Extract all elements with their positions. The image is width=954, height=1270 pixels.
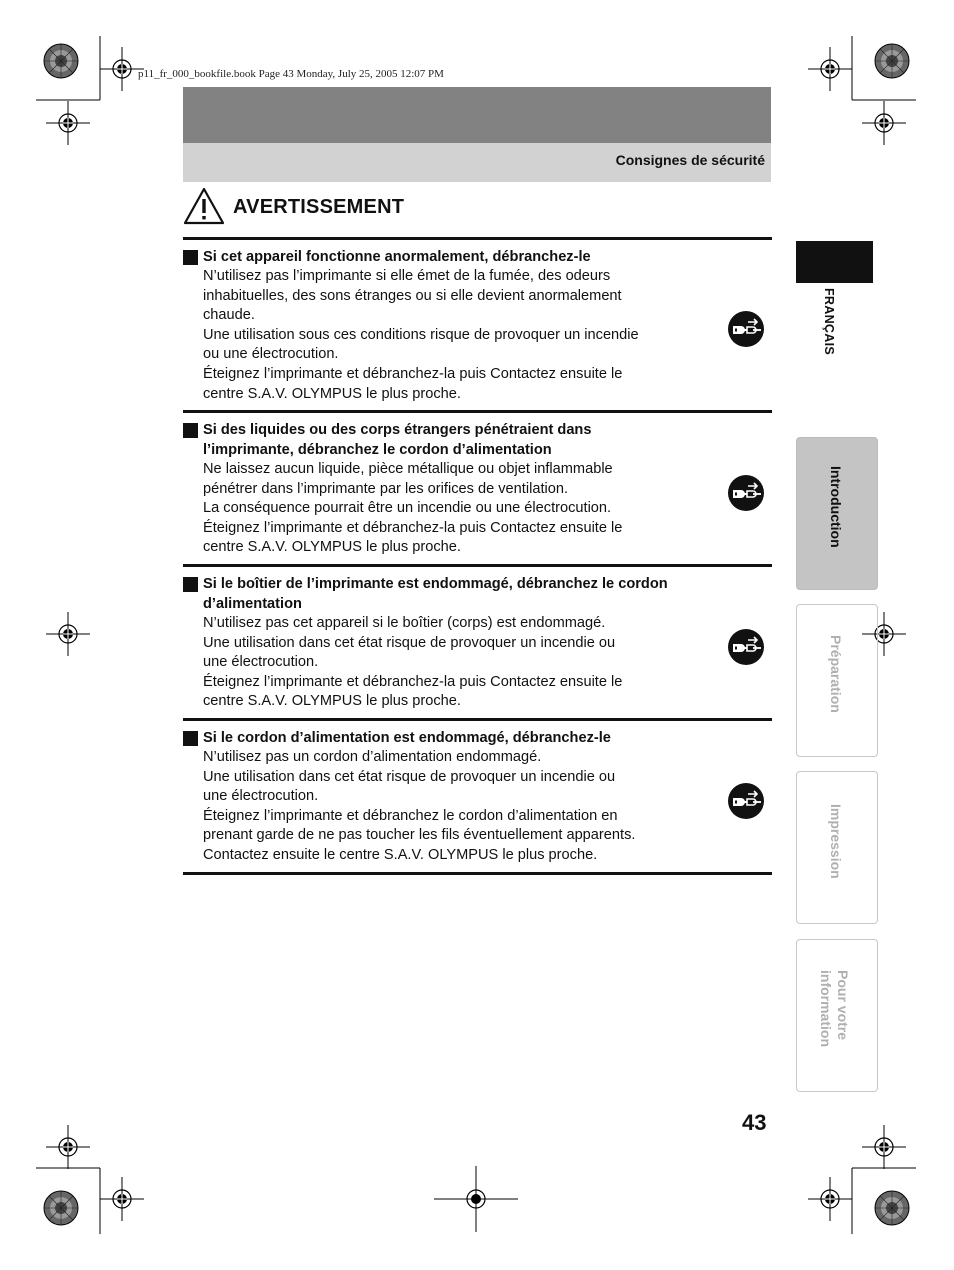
- body-line: Ne laissez aucun liquide, pièce métallique ou objet inflammable: [203, 461, 613, 477]
- color-target-icon: [875, 44, 909, 78]
- tab-information[interactable]: [796, 939, 878, 1092]
- body-line: Éteignez l’imprimante et débranchez-la puis Contactez ensuite le: [203, 365, 623, 382]
- header-subbar: [183, 143, 771, 182]
- color-target-icon: [875, 1191, 909, 1225]
- warning-section: [183, 410, 772, 568]
- registration-mark-icon: [46, 1125, 90, 1169]
- registration-mark-icon: [862, 101, 906, 145]
- registration-mark-icon: [808, 1177, 852, 1221]
- unplug-icon: [727, 628, 765, 666]
- unplug-icon: [727, 782, 765, 820]
- body-line: inhabituelles, des sons étranges ou si elle devient anormalement: [203, 287, 622, 304]
- body-line: Contactez ensuite le centre S.A.V. OLYMPUS le plus proche.: [203, 846, 598, 863]
- registration-mark-icon: [46, 101, 90, 145]
- body-line: centre S.A.V. OLYMPUS le plus proche.: [203, 539, 461, 556]
- bullet-square: [183, 423, 198, 438]
- bullet-square: [183, 250, 198, 265]
- tab-preparation[interactable]: [796, 604, 878, 757]
- tab-label: Impression: [828, 804, 844, 879]
- page-number: 43: [742, 1110, 767, 1135]
- body-line: N’utilisez pas cet appareil si le boîtier (corps) est endommagé.: [203, 615, 606, 631]
- tab-introduction[interactable]: [796, 437, 878, 590]
- language-marker: [796, 241, 873, 283]
- tab-impression[interactable]: [796, 771, 878, 924]
- registration-mark-icon: [100, 1177, 144, 1221]
- body-line: N’utilisez pas un cordon d’alimentation endommagé.: [203, 749, 542, 765]
- body-line: Une utilisation dans cet état risque de provoquer un incendie ou: [203, 768, 616, 785]
- warning-triangle-icon: [183, 187, 225, 225]
- registration-mark-icon: [46, 612, 90, 656]
- body-line: pénétrer dans l’imprimante par les orifices de ventilation.: [203, 480, 569, 497]
- body-line: Éteignez l’imprimante et débranchez-la puis Contactez ensuite le: [203, 673, 623, 690]
- tab-label: Introduction: [828, 466, 844, 548]
- section-heading: Si le boîtier de l’imprimante est endommagé, débranchez le cordon d’alimentation: [203, 576, 668, 612]
- registration-mark-icon: [862, 1125, 906, 1169]
- body-line: ou une électrocution.: [203, 346, 339, 363]
- section-body: [203, 614, 693, 712]
- warning-section: [183, 564, 772, 722]
- tab-label: Pour votre information: [818, 970, 851, 1047]
- bullet-square: [183, 731, 198, 746]
- body-line: prenant garde de ne pas toucher les fils éventuellement apparents.: [203, 827, 636, 844]
- body-line: Éteignez l’imprimante et débranchez le cordon d’alimentation en: [203, 807, 618, 824]
- warning-section: [183, 718, 772, 875]
- section-heading: Si cet appareil fonctionne anormalement, débranchez-le: [203, 249, 591, 265]
- warning-title: AVERTISSEMENT: [233, 196, 405, 218]
- color-target-icon: [44, 44, 78, 78]
- body-line: Une utilisation sous ces conditions risque de provoquer un incendie: [203, 326, 639, 343]
- unplug-icon: [727, 474, 765, 512]
- section-title: Consignes de sécurité: [615, 152, 765, 168]
- section-body: [203, 748, 693, 866]
- unplug-icon: [727, 310, 765, 348]
- section-body: [203, 460, 693, 558]
- tab-label: Préparation: [828, 635, 844, 713]
- language-label: FRANÇAIS: [822, 288, 836, 355]
- body-line: une électrocution.: [203, 654, 319, 671]
- body-line: centre S.A.V. OLYMPUS le plus proche.: [203, 693, 461, 710]
- section-heading: Si le cordon d’alimentation est endommagé, débranchez-le: [203, 730, 611, 746]
- body-line: N’utilisez pas l’imprimante si elle émet de la fumée, des odeurs: [203, 268, 611, 284]
- section-body: [203, 267, 693, 404]
- registration-mark-icon: [808, 47, 852, 91]
- header-bar: [183, 87, 771, 143]
- body-line: centre S.A.V. OLYMPUS le plus proche.: [203, 385, 461, 402]
- body-line: La conséquence pourrait être un incendie ou une électrocution.: [203, 500, 612, 517]
- color-target-icon: [44, 1191, 78, 1225]
- body-line: Éteignez l’imprimante et débranchez-la puis Contactez ensuite le: [203, 519, 623, 536]
- print-info: p11_fr_000_bookfile.book Page 43 Monday, July 25, 2005 12:07 PM: [138, 68, 444, 80]
- bullet-square: [183, 577, 198, 592]
- bottom-rule: [183, 872, 772, 875]
- warning-section: [183, 237, 772, 412]
- section-heading: Si des liquides ou des corps étrangers pénétraient dans l’imprimante, débranchez le cordon d’alimentation: [203, 422, 592, 458]
- body-line: Une utilisation dans cet état risque de provoquer un incendie ou: [203, 634, 616, 651]
- body-line: chaude.: [203, 307, 255, 324]
- body-line: une électrocution.: [203, 788, 319, 805]
